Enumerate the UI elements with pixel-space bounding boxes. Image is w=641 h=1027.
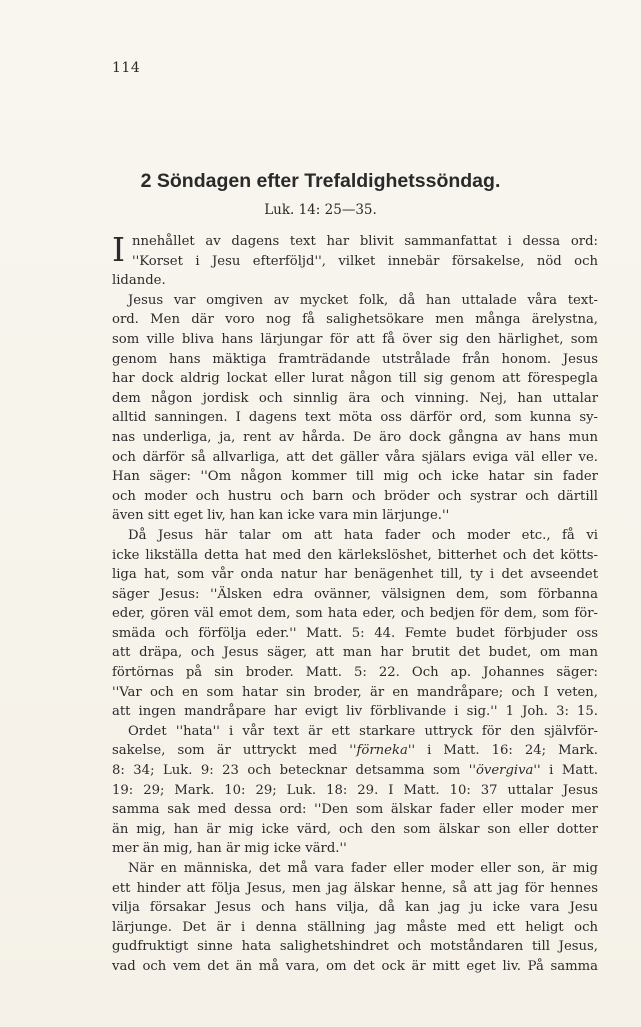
text-line: att ingen mandråpare har evigt liv förblivande i sig.'' 1 Joh. 3: 15. <box>112 704 598 720</box>
text-line <box>112 761 598 781</box>
body-text <box>112 232 598 977</box>
text-line <box>112 741 598 761</box>
text-line: än mig, han är mig icke värd, och den som älskar son eller dotter <box>112 821 598 837</box>
text-line: 19: 29; Mark. 10: 29; Luk. 18: 29. I Matt. 10: 37 uttalar Jesus <box>112 782 598 798</box>
text-line: har dock aldrig lockat eller lurat någon till sig genom att förespegla <box>112 371 598 387</box>
text-line: som ville bliva hans lärjungar för att få över sig den härlighet, som <box>112 331 598 347</box>
text-line: lärjunge. Det är i denna ställning jag måste med ett heligt och <box>112 919 598 935</box>
text-line: alltid sanningen. I dagens text möta oss därför ord, som kunna sy- <box>112 410 598 426</box>
first-paragraph <box>112 232 598 291</box>
text-line: förtörnas på sin broder. Matt. 5: 22. Och ap. Johannes säger: <box>112 665 598 681</box>
text-line: ett hinder att följa Jesus, men jag älskar henne, så att jag för hennes <box>112 880 598 896</box>
text-line: att dräpa, och Jesus säger, att man har brutit det budet, om man <box>112 645 598 661</box>
text-line: även sitt eget liv, han kan icke vara min lärjunge.'' <box>112 508 450 524</box>
text-segment: i Matt. <box>549 763 598 779</box>
text-line: nas underliga, ja, rent av hårda. De äro dock gångna av hans mun <box>112 429 598 445</box>
text-line: och moder och hustru och barn och bröder och systrar och därtill <box>112 488 598 504</box>
text-line: dem någon jordisk och sinnlig ära och vinning. Nej, han uttalar <box>112 390 598 406</box>
drop-cap: I <box>112 230 126 269</box>
text-line: gudfruktigt sinne hata salighetshindret och motståndaren till Jesus, <box>112 939 598 955</box>
text-line: Han säger: ''Om någon kommer till mig och icke hatar sin fader <box>112 469 598 485</box>
text-segment: 8: 34; Luk. 9: 23 och betecknar detsamma som <box>112 763 461 779</box>
text-line: eder, gören väl emot dem, som hata eder, och bedjen för dem, som för- <box>112 606 598 622</box>
text-line: vilja försakar Jesus och hans vilja, då kan jag ju icke vara Jesu <box>112 900 598 916</box>
text-line: lidande. <box>112 273 166 289</box>
text-line: smäda och förfölja eder.'' Matt. 5: 44. Femte budet förbjuder oss <box>112 625 598 641</box>
text-line: Ordet ''hata'' i vår text är ett starkare uttryck för den självför- <box>128 723 598 739</box>
text-line: nnehållet av dagens text har blivit sammanfattat i dessa ord: <box>132 234 598 249</box>
italic-term: ''övergiva'' <box>468 763 541 779</box>
text-line: ord. Men där voro nog få salighetsökare men många ärelystna, <box>112 312 598 328</box>
text-line: liga hat, som vår onda natur har benägenhet till, ty i det avseendet <box>112 567 598 583</box>
text-line: Jesus var omgiven av mycket folk, då han uttalade våra text- <box>128 292 598 308</box>
text-segment: i Matt. 16: 24; Mark. <box>427 743 598 759</box>
text-line: och därför så allvarliga, att det gäller våra själars eviga väl eller ve. <box>112 449 598 465</box>
text-line: mer än mig, han är mig icke värd.'' <box>112 841 347 857</box>
text-line: icke likställa detta hat med den kärlekslöshet, bitterhet och det kötts- <box>112 547 598 563</box>
text-line: vad och vem det än må vara, om det ock är mitt eget liv. På samma <box>112 958 598 974</box>
text-line: ''Var och en som hatar sin broder, är en mandråpare; och I veten, <box>112 684 598 700</box>
text-line: När en människa, det må vara fader eller moder eller son, är mig <box>128 861 598 876</box>
text-line: säger Jesus: ''Älsken edra ovänner, välsignen dem, som förbanna <box>112 586 598 602</box>
text-line: Då Jesus här talar om att hata fader och moder etc., få vi <box>128 527 598 543</box>
text-segment: sakelse, som är uttryckt med <box>112 743 338 759</box>
text-line: genom hans mäktiga framträdande utstrålade från honom. Jesus <box>112 351 598 367</box>
scripture-reference: Luk. 14: 25—35. <box>264 202 377 218</box>
text-line: samma sak med dessa ord: ''Den som älskar fader eller moder mer <box>112 802 598 818</box>
sermon-heading: 2 Söndagen efter Trefaldighetssöndag. <box>140 170 501 192</box>
italic-term: ''förneka'' <box>349 743 416 759</box>
page-number: 114 <box>112 60 141 76</box>
text-line: ''Korset i Jesu efterföljd'', vilket innebär försakelse, nöd och <box>132 253 598 269</box>
